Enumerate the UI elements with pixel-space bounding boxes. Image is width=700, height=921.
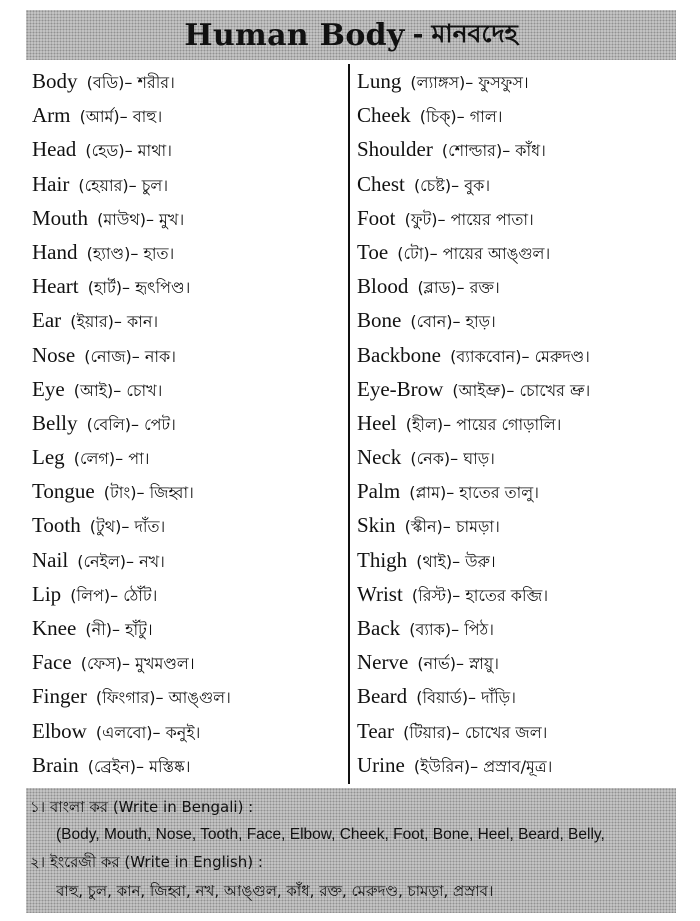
bengali-meaning: হাতের তালু।	[459, 483, 539, 503]
vocabulary-entry	[357, 714, 673, 748]
bengali-meaning: মুখ।	[159, 209, 185, 229]
page-title-english: Human Body	[184, 17, 405, 53]
english-word: Foot	[357, 205, 396, 230]
english-word: Elbow	[32, 718, 87, 743]
bengali-meaning: ফুসফুস।	[478, 73, 529, 92]
pronunciation: (হেড)–	[85, 141, 133, 161]
vocabulary-entry	[32, 577, 344, 611]
pronunciation: (ইউরিন)–	[413, 756, 479, 776]
top-margin	[0, 0, 700, 8]
bengali-meaning: বুক।	[464, 175, 491, 195]
vocabulary-entry	[32, 303, 344, 337]
pronunciation: (শোল্ডার)–	[441, 141, 511, 161]
english-word: Tongue	[32, 479, 95, 504]
vocabulary-entry	[32, 269, 344, 303]
english-word: Back	[357, 616, 401, 640]
bengali-meaning: হাতের কব্জি।	[465, 585, 549, 605]
vocabulary-entry	[32, 372, 344, 406]
english-word: Ear	[32, 308, 62, 333]
pronunciation: (নোজ)–	[84, 346, 140, 366]
vocabulary-entry	[357, 64, 673, 98]
page-title-bengali: মানবদেহ	[431, 18, 518, 48]
vocabulary-entry	[357, 645, 673, 679]
bengali-meaning: নাক।	[144, 346, 176, 366]
english-word: Chest	[357, 171, 405, 196]
english-word: Eye	[32, 376, 65, 401]
vocabulary-entry	[357, 406, 673, 440]
bengali-meaning: হৃৎপিণ্ড।	[135, 278, 191, 298]
vocabulary-entry	[357, 748, 673, 782]
english-word: Body	[32, 69, 78, 93]
bengali-meaning: পা।	[128, 449, 150, 469]
english-word: Hand	[32, 239, 78, 264]
english-word: Cheek	[357, 103, 411, 128]
vocabulary-entry	[357, 167, 673, 201]
vocabulary-entry	[32, 440, 344, 474]
bengali-meaning: ঠোঁট।	[123, 585, 158, 605]
vocabulary-entry	[357, 235, 673, 269]
vocabulary-entry	[32, 98, 344, 132]
vocabulary-entry	[357, 508, 673, 542]
vocabulary-entry	[32, 714, 344, 748]
vocabulary-entry	[32, 167, 344, 201]
pronunciation: (চিক্)–	[419, 107, 465, 127]
english-word: Nerve	[357, 650, 409, 675]
bengali-meaning: মুখমণ্ডল।	[135, 654, 195, 674]
pronunciation: (নেক)–	[410, 449, 459, 469]
pronunciation: (টিয়ার)–	[403, 722, 460, 742]
bengali-meaning: আঙ্গুল।	[168, 688, 231, 708]
pronunciation: (বোন)–	[410, 312, 461, 332]
bengali-meaning: পায়ের পাতা।	[450, 209, 534, 229]
english-word: Tooth	[32, 513, 81, 538]
exercise-box	[26, 788, 676, 913]
vocabulary-entry	[357, 98, 673, 132]
english-word: Hair	[32, 171, 70, 196]
pronunciation: (প্লাম)–	[409, 483, 455, 503]
vocabulary-entry	[357, 269, 673, 303]
english-word: Heart	[32, 274, 79, 299]
english-word: Brain	[32, 752, 79, 777]
vocabulary-entry	[32, 611, 344, 645]
english-word: Knee	[32, 616, 77, 640]
bengali-meaning: গাল।	[469, 107, 503, 127]
vocabulary-entry	[32, 748, 344, 782]
bengali-meaning: পায়ের আঙ্গুল।	[442, 243, 551, 263]
vocabulary-entry	[357, 474, 673, 508]
pronunciation: (লিপ)–	[70, 585, 119, 605]
pronunciation: (টো)–	[397, 243, 438, 263]
pronunciation: (হেয়ার)–	[78, 175, 137, 195]
vocabulary-entry	[357, 303, 673, 337]
vocabulary-entry	[32, 508, 344, 542]
bengali-meaning: নখ।	[139, 551, 165, 571]
english-word: Thigh	[357, 547, 408, 572]
english-word: Neck	[357, 445, 402, 470]
bengali-meaning: হাত।	[143, 243, 175, 263]
english-word: Skin	[357, 513, 396, 538]
vocabulary-entry	[357, 132, 673, 166]
english-word: Belly	[32, 410, 78, 435]
bengali-meaning: রক্ত।	[469, 278, 500, 298]
english-word: Lip	[32, 581, 62, 606]
vocabulary-entry	[32, 132, 344, 166]
pronunciation: (এলবো)–	[95, 722, 161, 742]
pronunciation: (ইয়ার)–	[70, 312, 122, 332]
english-word: Eye-Brow	[357, 376, 444, 401]
bengali-meaning: স্নায়ু।	[469, 654, 500, 674]
vocabulary-entry	[357, 201, 673, 235]
pronunciation: (থাই)–	[416, 551, 461, 571]
pronunciation: (টাং)–	[103, 483, 145, 503]
bengali-meaning: মস্তিষ্ক।	[149, 756, 191, 776]
english-word: Backbone	[357, 342, 441, 367]
bengali-meaning: মাথা।	[137, 141, 172, 161]
pronunciation: (হার্ট)–	[87, 278, 130, 298]
vocabulary-entry	[32, 474, 344, 508]
bengali-meaning: উরু।	[465, 551, 496, 571]
english-word: Urine	[357, 752, 405, 777]
pronunciation: (ব্যাকবোন)–	[450, 346, 530, 366]
english-word: Lung	[357, 69, 402, 93]
vocabulary-entry	[32, 679, 344, 713]
exercise-1-word-list: (Body, Mouth, Nose, Tooth, Face, Elbow, Cheek, Foot, Bone, Heel, Beard, Belly,	[56, 826, 605, 843]
pronunciation: (রিস্ট)–	[411, 585, 461, 605]
english-word: Nose	[32, 342, 76, 367]
bengali-meaning: পিঠ।	[464, 620, 494, 639]
english-word: Nail	[32, 547, 69, 572]
exercise-2-heading: ২। ইংরেজী কর (Write in English) :	[30, 853, 263, 871]
pronunciation: (নী)–	[85, 620, 121, 639]
bengali-meaning: শরীর।	[137, 73, 175, 92]
bengali-meaning: পায়ের গোড়ালি।	[456, 414, 562, 434]
english-word: Blood	[357, 274, 409, 299]
pronunciation: (মাউথ)–	[97, 209, 154, 229]
english-word: Arm	[32, 103, 71, 128]
english-word: Leg	[32, 445, 65, 470]
column-divider	[348, 64, 350, 784]
pronunciation: (বিয়ার্ড)–	[416, 688, 477, 708]
bengali-meaning: হাড়।	[465, 312, 496, 332]
pronunciation: (আই)–	[73, 380, 122, 400]
pronunciation: (স্কীন)–	[404, 517, 451, 537]
pronunciation: (আইভ্রু)–	[452, 380, 515, 400]
bengali-meaning: কনুই।	[165, 722, 201, 742]
pronunciation: (লেগ)–	[73, 449, 124, 469]
english-word: Finger	[32, 684, 87, 709]
vocabulary-entry	[32, 235, 344, 269]
vocabulary-entry	[32, 64, 344, 98]
bengali-meaning: চোখের ভ্রু।	[519, 380, 591, 400]
english-word: Toe	[357, 239, 389, 264]
pronunciation: (চেষ্ট)–	[413, 175, 460, 195]
bengali-meaning: চোখের জল।	[464, 722, 548, 742]
bengali-meaning: হাঁটু।	[125, 620, 153, 639]
pronunciation: (নার্ভ)–	[417, 654, 465, 674]
pronunciation: (আর্ম)–	[79, 107, 128, 127]
english-word: Shoulder	[357, 137, 433, 162]
bengali-meaning: দাঁড়ি।	[481, 688, 516, 708]
vocabulary-right-column	[357, 64, 673, 784]
vocabulary-entry	[32, 645, 344, 679]
english-word: Mouth	[32, 205, 89, 230]
bengali-meaning: চোখ।	[126, 380, 163, 400]
pronunciation: (হ্যাণ্ড)–	[86, 243, 139, 263]
vocabulary-entry	[357, 338, 673, 372]
english-word: Palm	[357, 479, 401, 504]
pronunciation: (ব্রেইন)–	[87, 756, 144, 776]
english-word: Face	[32, 650, 72, 675]
pronunciation: (ব্যাক)–	[409, 620, 460, 639]
vocabulary-entry	[32, 338, 344, 372]
vocabulary-entry	[357, 372, 673, 406]
pronunciation: (বেলি)–	[86, 414, 139, 434]
exercise-1-heading: ১। বাংলা কর (Write in Bengali) :	[30, 798, 254, 816]
vocabulary-entry	[357, 611, 673, 645]
english-word: Wrist	[357, 581, 403, 606]
vocabulary-left-column	[32, 64, 344, 784]
vocabulary-entry	[357, 577, 673, 611]
bengali-meaning: জিহ্বা।	[149, 483, 194, 503]
bengali-meaning: কান।	[127, 312, 159, 332]
english-word: Bone	[357, 308, 402, 333]
bengali-meaning: ঘাড়।	[463, 449, 495, 469]
bengali-meaning: কাঁধ।	[515, 141, 546, 161]
english-word: Head	[32, 137, 77, 162]
pronunciation: (নেইল)–	[77, 551, 135, 571]
vocabulary-entry	[357, 543, 673, 577]
pronunciation: (হীল)–	[405, 414, 452, 434]
vocabulary-entry	[32, 543, 344, 577]
vocabulary-entry	[357, 679, 673, 713]
pronunciation: (ফিংগার)–	[95, 688, 164, 708]
bengali-meaning: প্রস্রাব/মূত্র।	[483, 756, 553, 776]
exercise-2-word-list: বাহু, চুল, কান, জিহ্বা, নখ, আঙ্গুল, কাঁধ, রক্ত, মেরুদণ্ড, চামড়া, প্রস্রাব।	[56, 882, 494, 900]
vocabulary-entry	[357, 440, 673, 474]
english-word: Tear	[357, 718, 394, 743]
vocabulary-table	[26, 64, 676, 784]
bengali-meaning: বাহু।	[132, 107, 163, 127]
vocabulary-entry	[32, 201, 344, 235]
bengali-meaning: চামড়া।	[455, 517, 500, 537]
bengali-meaning: চুল।	[141, 175, 169, 195]
bengali-meaning: মেরুদণ্ড।	[534, 346, 590, 366]
pronunciation: (ফুট)–	[404, 209, 446, 229]
english-word: Heel	[357, 410, 397, 435]
pronunciation: (ব্লাড)–	[417, 278, 465, 298]
vocabulary-entry	[32, 406, 344, 440]
pronunciation: (টুথ)–	[89, 517, 130, 537]
bengali-meaning: পেট।	[144, 414, 176, 434]
pronunciation: (ফেস)–	[80, 654, 130, 674]
page-title-bar	[26, 10, 676, 60]
english-word: Beard	[357, 684, 408, 709]
page-title-separator: -	[412, 20, 424, 50]
bengali-meaning: দাঁত।	[134, 517, 166, 537]
pronunciation: (ল্যাঙ্গস)–	[410, 73, 474, 92]
pronunciation: (বডি)–	[86, 73, 133, 92]
